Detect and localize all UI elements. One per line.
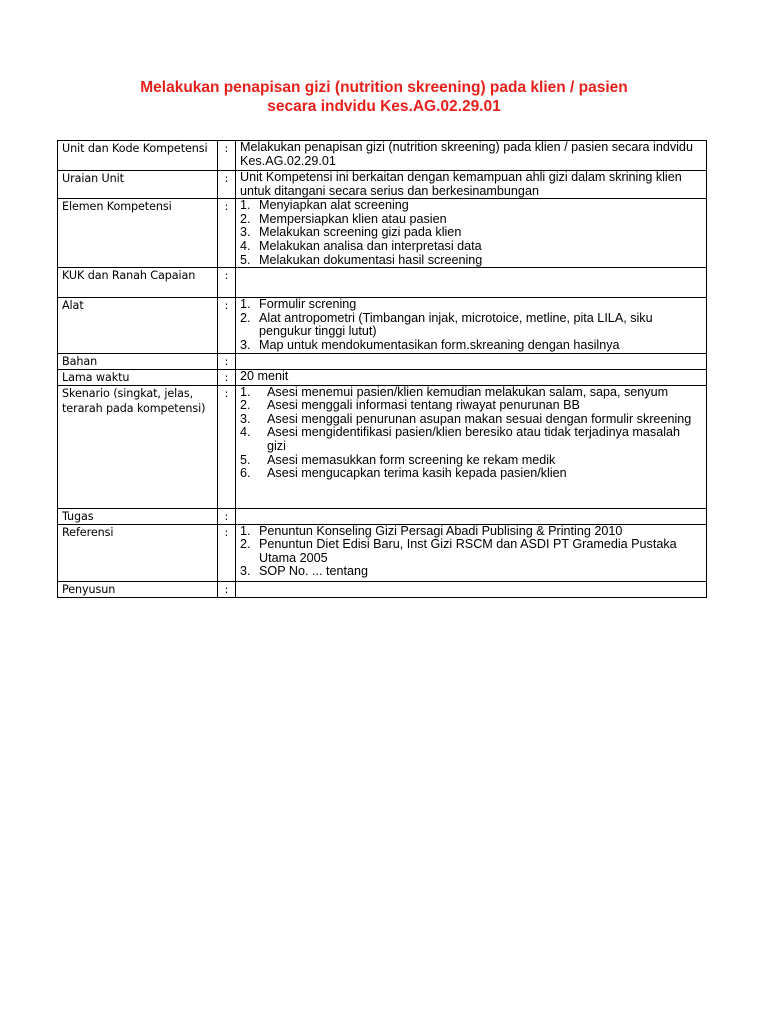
row-colon: : [218,298,236,353]
row-value-referensi [236,524,707,581]
list-item [240,386,702,400]
document-title-line-1: Melakukan penapisan gizi (nutrition skreening) pada klien / pasien [140,79,628,96]
row-value-skenario [236,385,707,508]
list-item-number: 3. [240,225,251,240]
row-colon: : [218,141,236,171]
list-item [240,339,702,353]
row-value-penyusun [236,581,707,597]
list-item-number: 3. [240,411,251,426]
list-item-text: SOP No. ... tentang [259,564,368,579]
row-value-tugas [236,508,707,524]
list-item-number: 3. [240,337,251,352]
row-label-bahan: Bahan [58,353,218,369]
list-item [240,426,702,453]
row-colon: : [218,268,236,298]
list-item-text: Melakukan screening gizi pada klien [259,225,462,240]
list-item-number: 2. [240,398,251,413]
list-item [240,399,702,413]
table-row-unit [58,141,707,171]
row-value-alat [236,298,707,353]
list-item-text: Asesi menggali penurunan asupan makan sesuai dengan formulir skreening [267,411,692,426]
row-colon: : [218,353,236,369]
table-row-alat [58,298,707,353]
row-value-unit: Melakukan penapisan gizi (nutrition skreening) pada klien / pasien secara indvidu Kes.AG.02.29.01 [236,141,707,171]
list-item [240,467,702,481]
list-item [240,454,702,468]
list-item-text: Mempersiapkan klien atau pasien [259,211,447,226]
table-row-referensi [58,524,707,581]
table-row-uraian [58,171,707,199]
skenario-list [240,386,702,481]
list-item [240,226,702,240]
row-value-bahan [236,353,707,369]
list-item-number: 4. [240,238,251,253]
list-item-text: Penuntun Diet Edisi Baru, Inst Gizi RSCM dan ASDI PT Gramedia Pustaka Utama 2005 [259,537,677,565]
list-item-text: Map untuk mendokumentasikan form.skreaning dengan hasilnya [259,337,620,352]
row-colon: : [218,524,236,581]
row-value-uraian: Unit Kompetensi ini berkaitan dengan kemampuan ahli gizi dalam skrining klien untuk ditangani secara serius dan berkesinambungan [236,171,707,199]
list-item-number: 6. [240,466,251,481]
table-row-skenario [58,385,707,508]
table-row-bahan [58,353,707,369]
row-colon: : [218,581,236,597]
document-title-line-2: secara indvidu Kes.AG.02.29.01 [267,98,501,115]
list-item [240,213,702,227]
list-item [240,312,702,339]
list-item [240,298,702,312]
row-colon: : [218,508,236,524]
list-item-number: 3. [240,564,251,579]
row-label-uraian: Uraian Unit [58,171,218,199]
list-item-number: 1. [240,198,251,213]
list-item [240,254,702,268]
document-title [0,78,768,116]
list-item-text: Melakukan dokumentasi hasil screening [259,252,483,267]
list-item-text: Menyiapkan alat screening [259,198,409,213]
row-label-skenario: Skenario (singkat, jelas, terarah pada kompetensi) [58,385,218,508]
list-item-text: Asesi menggali informasi tentang riwayat penurunan BB [267,398,580,413]
elemen-list [240,199,702,267]
table-row-lama-waktu [58,369,707,385]
list-item-number: 2. [240,537,251,552]
table-row-tugas [58,508,707,524]
row-colon: : [218,171,236,199]
row-colon: : [218,369,236,385]
list-item [240,525,702,539]
row-label-elemen: Elemen Kompetensi [58,199,218,268]
list-item [240,538,702,565]
row-value-elemen [236,199,707,268]
list-item-number: 4. [240,425,251,440]
row-label-kuk: KUK dan Ranah Capaian [58,268,218,298]
list-item-text: Penuntun Konseling Gizi Persagi Abadi Publising & Printing 2010 [259,523,623,538]
row-label-tugas: Tugas [58,508,218,524]
table-row-penyusun [58,581,707,597]
table-row-kuk [58,268,707,298]
row-value-lama-waktu: 20 menit [236,369,707,385]
competency-table [57,140,707,598]
row-colon: : [218,385,236,508]
row-colon: : [218,199,236,268]
list-item-text: Asesi mengidentifikasi pasien/klien beresiko atau tidak terjadinya masalah gizi [267,425,681,453]
list-item-number: 1. [240,523,251,538]
row-value-kuk [236,268,707,298]
list-item-number: 5. [240,252,251,267]
row-label-referensi: Referensi [58,524,218,581]
list-item-text: Melakukan analisa dan interpretasi data [259,238,482,253]
list-item-text: Asesi mengucapkan terima kasih kepada pasien/klien [267,466,567,481]
list-item-number: 2. [240,310,251,325]
list-item [240,413,702,427]
list-item-text: Formulir screning [259,297,357,312]
list-item-number: 5. [240,452,251,467]
list-item-text: Asesi menemui pasien/klien kemudian melakukan salam, sapa, senyum [267,384,669,399]
list-item-number: 2. [240,211,251,226]
row-label-penyusun: Penyusun [58,581,218,597]
list-item-text: Alat antropometri (Timbangan injak, microtoice, metline, pita LILA, siku pengukur tinggi lutut) [259,310,653,339]
referensi-list [240,525,702,579]
list-item-number: 1. [240,384,251,399]
alat-list [240,298,702,352]
row-label-lama-waktu: Lama waktu [58,369,218,385]
row-label-unit: Unit dan Kode Kompetensi [58,141,218,171]
list-item [240,199,702,213]
list-item [240,240,702,254]
list-item [240,565,702,579]
row-label-alat: Alat [58,298,218,353]
table-row-elemen [58,199,707,268]
list-item-number: 1. [240,297,251,312]
list-item-text: Asesi memasukkan form screening ke rekam medik [267,452,556,467]
